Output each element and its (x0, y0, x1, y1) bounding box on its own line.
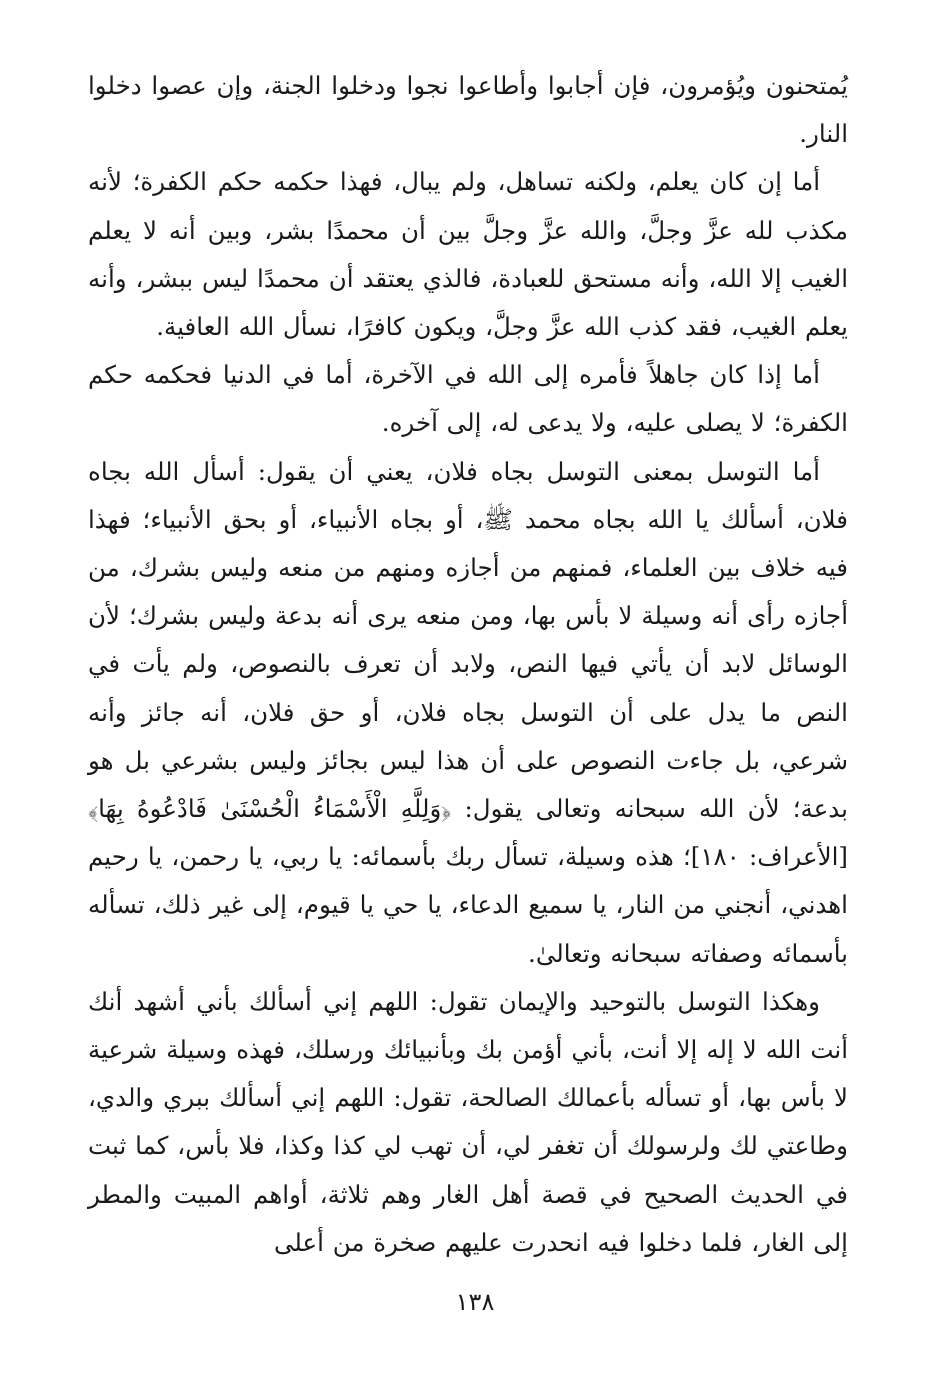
page-number: ١٣٨ (455, 1288, 495, 1316)
paragraph-4: أما التوسل بمعنى التوسل بجاه فلان، يعني أن يقول: أسأل الله بجاه فلان، أسألك يا الله بجاه محمد ﷺ، أو بجاه الأنبياء، أو بحق الأنبياء؛ فهذا فيه خلاف بين العلماء، فمنهم من أجازه ومنهم من منعه وليس بشرك، من أجازه رأى أنه وسيلة لا بأس بها، ومن منعه يرى أنه بدعة وليس بشرك؛ لأن الوسائل لابد أن يأتي فيها النص، ولابد أن تعرف بالنصوص، ولم يأت في النص ما يدل على أن التوسل بجاه فلان، أو حق فلان، أنه جائز وأنه شرعي، بل جاءت النصوص على أن هذا ليس بجائز وليس بشرعي بل هو بدعة؛ لأن الله سبحانه وتعالى يقول: ﴿وَلِلَّهِ الْأَسْمَاءُ الْحُسْنَىٰ فَادْعُوهُ بِهَا﴾ [الأعراف: ١٨٠]؛ هذه وسيلة، تسأل ربك بأسمائه: يا ربي، يا رحمن، يا رحيم اهدني، أنجني من النار، يا سميع الدعاء، يا حي يا قيوم، إلى غير ذلك، تسأله بأسمائه وصفاته سبحانه وتعالىٰ. (88, 456, 848, 968)
paragraph-3: أما إذا كان جاهلاً فأمره إلى الله في الآخرة، أما في الدنيا فحكمه حكم الكفرة؛ لا يصلى عليه، ولا يدعى له، إلى آخره. (88, 360, 848, 438)
paragraph-1: يُمتحنون ويُؤمرون، فإن أجابوا وأطاعوا نجوا ودخلوا الجنة، وإن عصوا دخلوا النار. (88, 71, 848, 149)
page-body (88, 62, 848, 1362)
paragraph-2: أما إن كان يعلم، ولكنه تساهل، ولم يبال، فهذا حكمه حكم الكفرة؛ لأنه مكذب لله عزَّ وجلَّ، والله عزَّ وجلَّ بين أن محمدًا بشر، وبين أنه لا يعلم الغيب إلا الله، وأنه مستحق للعبادة، فالذي يعتقد أن محمدًا ليس ببشر، وأنه يعلم الغيب، فقد كذب الله عزَّ وجلَّ، ويكون كافرًا، نسأل الله العافية. (88, 167, 848, 342)
paragraph-5: وهكذا التوسل بالتوحيد والإيمان تقول: اللهم إني أسألك بأني أشهد أنك أنت الله لا إله إلا أنت، بأني أؤمن بك وبأنبيائك ورسلك، فهذه وسيلة شرعية لا بأس بها، أو تسأله بأعمالك الصالحة، تقول: اللهم إني أسألك ببري والدي، وطاعتي لك ولرسولك أن تغفر لي، أن تهب لي كذا وكذا، فلا بأس، كما ثبت في الحديث الصحيح في قصة أهل الغار وهم ثلاثة، أواهم المبيت والمطر إلى الغار، فلما دخلوا فيه انحدرت عليهم صخرة من أعلى (88, 986, 848, 1257)
